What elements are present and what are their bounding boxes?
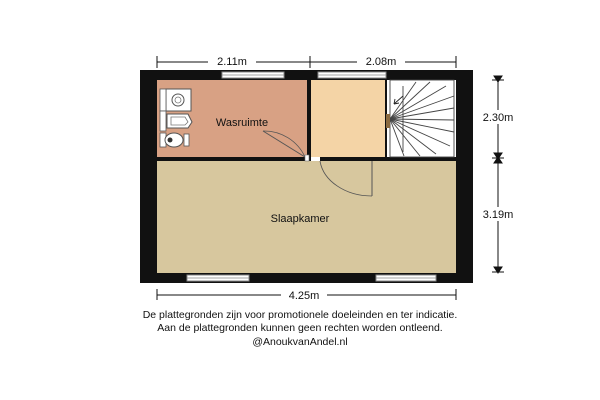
staircase [386,80,454,157]
room-label-bedroom: Slaapkamer [270,213,330,225]
dimension-right-upper: 2.30m [482,112,514,124]
room-label-laundry: Wasruimte [215,117,269,129]
washing-machine-icon [160,89,191,111]
toilet-icon [160,133,189,147]
dimension-bottom-total: 4.25m [288,290,320,300]
disclaimer-line-3: @AnoukvanAndel.nl [252,335,348,348]
dimension-top-left: 2.11m [217,56,247,68]
disclaimer-line-2: Aan de plattegronden kunnen geen rechten worden ontleend. [157,322,443,335]
disclaimer-line-1: De plattegronden zijn voor promotionele doeleinden en ter indicatie. [142,309,458,321]
hall-area [311,80,386,157]
dimension-top-right: 2.08m [365,56,397,68]
disclaimer [0,309,600,349]
dimension-right-lower: 3.19m [482,209,514,221]
sink-icon [160,111,192,131]
dimension-top [157,56,456,68]
dimension-right [492,76,504,273]
